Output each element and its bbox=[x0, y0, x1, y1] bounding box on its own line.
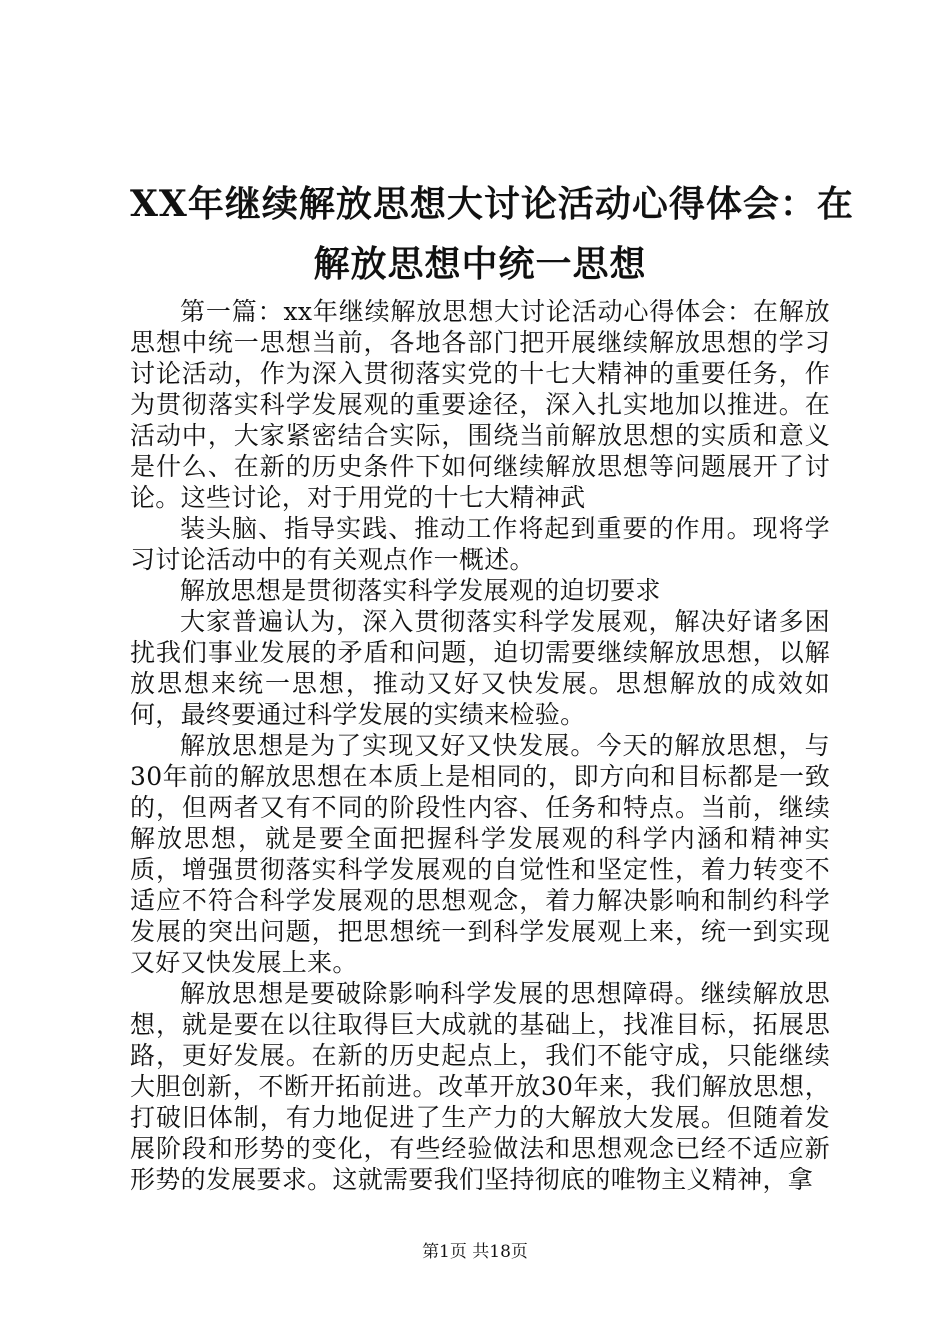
paragraph: 大家普遍认为，深入贯彻落实科学发展观，解决好诸多困扰我们事业发展的矛盾和问题，迫切需要继续解放思想，以解放思想来统一思想，推动又好又快发展。思想解放的成效如何，最终要通过科学发展的实绩来检验。 bbox=[130, 607, 830, 729]
page-number-footer: 第1页 共18页 bbox=[422, 1242, 528, 1262]
document-title-line-1: XX年继续解放思想大讨论活动心得体会：在 bbox=[130, 183, 854, 225]
paragraph: 第一篇：xx年继续解放思想大讨论活动心得体会：在解放思想中统一思想当前，各地各部门把开展继续解放思想的学习讨论活动，作为深入贯彻落实党的十七大精神的重要任务，作为贯彻落实科学发展观的重要途径，深入扎实地加以推进。在活动中，大家紧密结合实际，围绕当前解放思想的实质和意义是什么、在新的历史条件下如何继续解放思想等问题展开了讨论。这些讨论，对于用党的十七大精神武 bbox=[130, 297, 830, 512]
paragraph: 装头脑、指导实践、推动工作将起到重要的作用。现将学习讨论活动中的有关观点作一概述。 bbox=[130, 514, 830, 574]
paragraph: 解放思想是为了实现又好又快发展。今天的解放思想，与30年前的解放思想在本质上是相同的，即方向和目标都是一致的，但两者又有不同的阶段性内容、任务和特点。当前，继续解放思想，就是要全面把握科学发展观的科学内涵和精神实质，增强贯彻落实科学发展观的自觉性和坚定性，着力转变不适应不符合科学发展观的思想观念，着力解决影响和制约科学发展的突出问题，把思想统一到科学发展观上来，统一到实现又好又快发展上来。 bbox=[130, 731, 830, 977]
document-body bbox=[130, 296, 830, 1195]
paragraph: 解放思想是要破除影响科学发展的思想障碍。继续解放思想，就是要在以往取得巨大成就的基础上，找准目标，拓展思路，更好发展。在新的历史起点上，我们不能守成，只能继续大胆创新，不断开拓前进。改革开放30年来，我们解放思想，打破旧体制，有力地促进了生产力的大解放大发展。但随着发展阶段和形势的变化，有些经验做法和思想观念已经不适应新形势的发展要求。这就需要我们坚持彻底的唯物主义精神，拿 bbox=[130, 979, 830, 1194]
section-heading: 解放思想是贯彻落实科学发展观的迫切要求 bbox=[180, 576, 661, 605]
document-title-line-2: 解放思想中统一思想 bbox=[313, 243, 647, 285]
